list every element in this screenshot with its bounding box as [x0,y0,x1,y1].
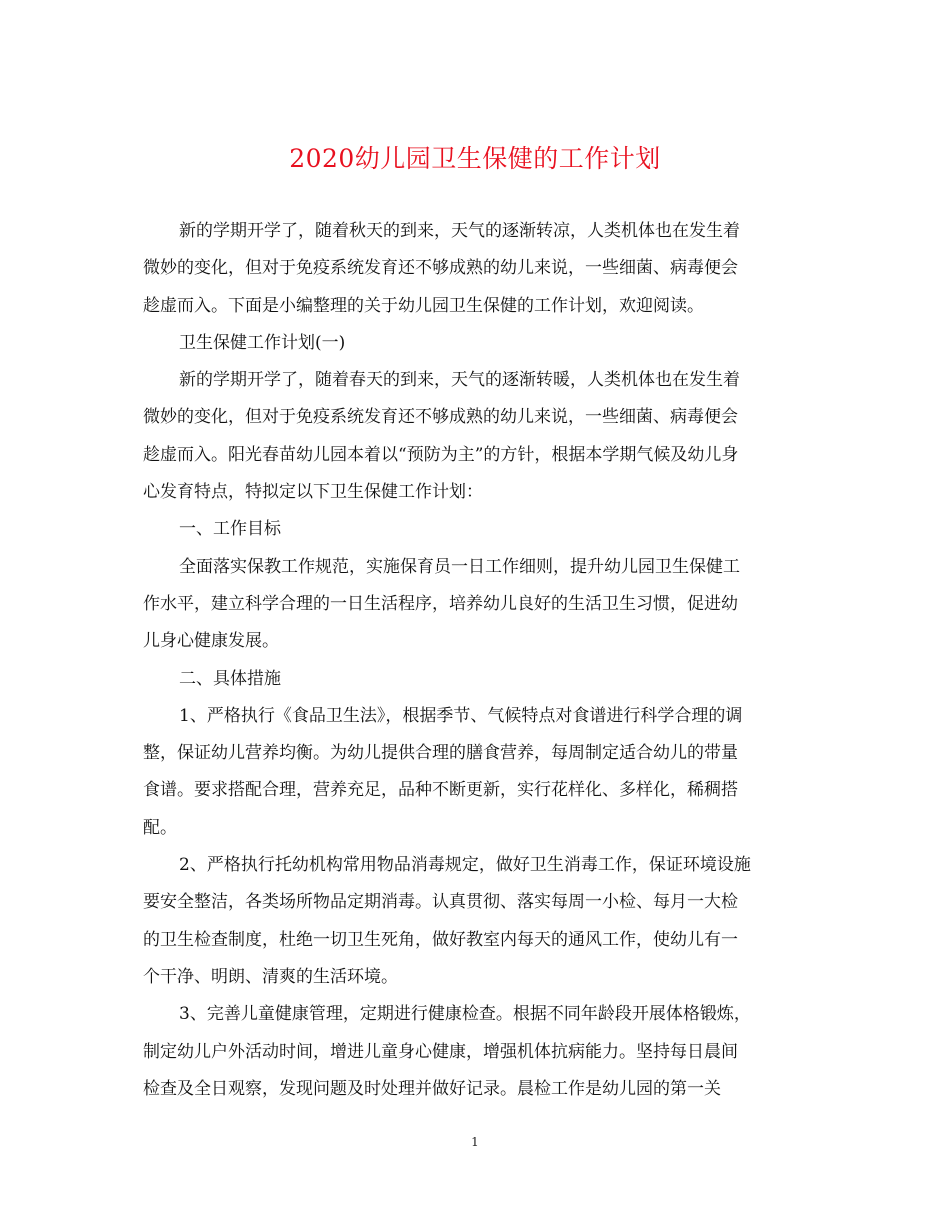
paragraph-intro: 新的学期开学了，随着秋天的到来，天气的逐渐转凉，人类机体也在发生着 微妙的变化，但对于免疫系统发育还不够成熟的幼儿来说，一些细菌、病毒便会 趁虚而入。下面是小编整理的关于幼儿园卫生保健的工作计划，欢迎阅读。 [143,221,740,316]
paragraph-measure-3: 3、完善儿童健康管理，定期进行健康检查。根据不同年龄段开展体格锻炼， 制定幼儿户外活动时间，增进儿童身心健康，增强机体抗病能力。坚持每日晨间 检查及全日观察，发现问题及时处理并做好记录。晨检工作是幼儿园的第一关 [143,1004,751,1099]
paragraph-plan-intro: 新的学期开学了，随着春天的到来，天气的逐渐转暖，人类机体也在发生着 微妙的变化，但对于免疫系统发育还不够成熟的幼儿来说，一些细菌、病毒便会 趁虚而入。阳光春苗幼儿园本着以“预防为主”的方针，根据本学期气候及幼儿身 心发育特点，特拟定以下卫生保健工作计划： [143,370,740,503]
paragraph-goals: 全面落实保教工作规范，实施保育员一日工作细则，提升幼儿园卫生保健工 作水平，建立科学合理的一日生活程序，培养幼儿良好的生活卫生习惯，促进幼 儿身心健康发展。 [143,556,740,652]
section-heading-goals: 一、工作目标 [179,519,281,540]
section-heading-measures: 二、具体措施 [179,668,281,689]
paragraph-measure-2: 2、严格执行托幼机构常用物品消毒规定，做好卫生消毒工作，保证环境设施 要安全整洁，各类场所物品定期消毒。认真贯彻、落实每周一小检、每月一大检 的卫生检查制度，杜绝一切卫生死角，做好教室内每天的通风工作，使幼儿有一 个干净、明朗、清爽的生活环境。 [143,855,751,987]
page-title: 2020幼儿园卫生保健的工作计划 [289,144,661,173]
page-number: 1 [471,1135,479,1149]
paragraph-measure-1: 1、严格执行《食品卫生法》，根据季节、气候特点对食谱进行科学合理的调 整，保证幼儿营养均衡。为幼儿提供合理的膳食营养，每周制定适合幼儿的带量 食谱。要求搭配合理，营养充足，品种不断更新，实行花样化、多样化，稀稠搭 配。 [143,705,743,838]
paragraph-plan-heading: 卫生保健工作计划(一) [179,332,346,353]
document-body [143,213,807,1108]
